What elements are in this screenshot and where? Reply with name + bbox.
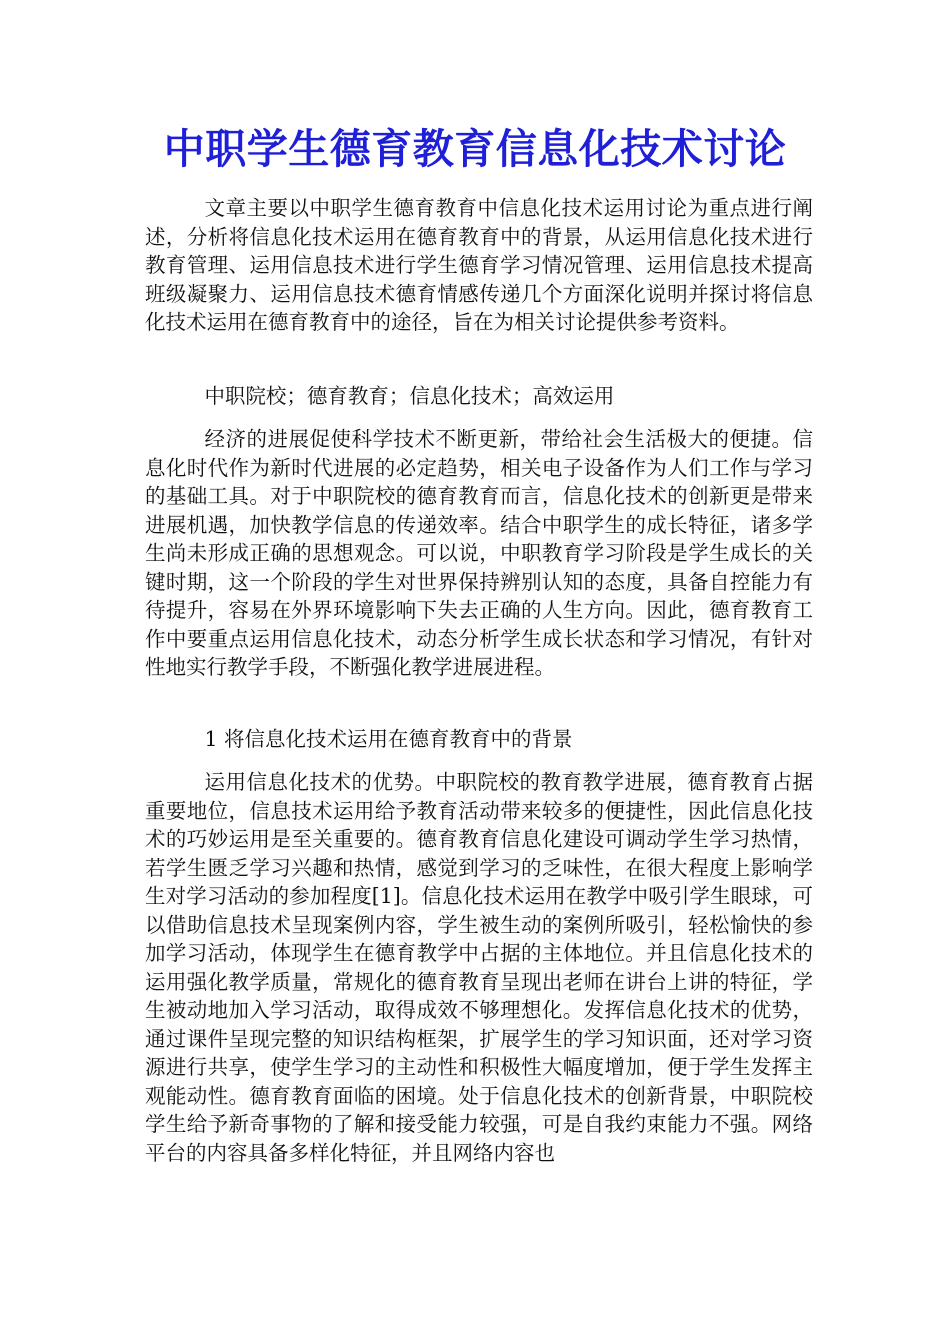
section-heading: 1 将信息化技术运用在德育教育中的背景 bbox=[204, 727, 573, 751]
keywords-paragraph: 中职院校；德育教育；信息化技术；高效运用 bbox=[204, 384, 615, 408]
section-body-paragraph: 运用信息化技术的优势。中职院校的教育教学进展，德育教育占据重要地位，信息技术运用给予教育活动带来较多的便捷性，因此信息化技术的巧妙运用是至关重要的。德育教育信息化建设可调动学生学习热情，若学生匮乏学习兴趣和热情，感觉到学习的乏味性，在很大程度上影响学生对学习活动的参加程度[1]。信息化技术运用在教学中吸引学生眼球，可以借助信息技术呈现案例内容，学生被生动的案例所吸引，轻松愉快的参加学习活动，体现学生在德育教学中占据的主体地位。并且信息化技术的运用强化教学质量，常规化的德育教育呈现出老师在讲台上讲的特征，学生被动地加入学习活动，取得成效不够理想化。发挥信息化技术的优势，通过课件呈现完整的知识结构框架，扩展学生的学习知识面，还对学习资源进行共享，使学生学习的主动性和积极性大幅度增加，便于学生发挥主观能动性。德育教育面临的困境。处于信息化技术的创新背景，中职院校学生给予新奇事物的了解和接受能力较强，可是自我约束能力不强。网络平台的内容具备多样化特征，并且网络内容也 bbox=[145, 770, 813, 1165]
abstract-paragraph: 文章主要以中职学生德育教育中信息化技术运用讨论为重点进行阐述，分析将信息化技术运用在德育教育中的背景，从运用信息化技术进行教育管理、运用信息技术进行学生德育学习情况管理、运用信息技术提高班级凝聚力、运用信息技术德育情感传递几个方面深化说明并探讨将信息化技术运用在德育教育中的途径，旨在为相关讨论提供参考资料。 bbox=[145, 196, 813, 334]
document-title: 中职学生德育教育信息化技术讨论 bbox=[163, 125, 787, 173]
introduction-paragraph: 经济的进展促使科学技术不断更新，带给社会生活极大的便捷。信息化时代作为新时代进展的必定趋势，相关电子设备作为人们工作与学习的基础工具。对于中职院校的德育教育而言，信息化技术的创新更是带来进展机遇，加快教学信息的传递效率。结合中职学生的成长特征，诸多学生尚未形成正确的思想观念。可以说，中职教育学习阶段是学生成长的关键时期，这一个阶段的学生对世界保持辨别认知的态度，具备自控能力有待提升，容易在外界环境影响下失去正确的人生方向。因此，德育教育工作中要重点运用信息化技术，动态分析学生成长状态和学习情况，有针对性地实行教学手段，不断强化教学进展进程。 bbox=[145, 427, 813, 679]
